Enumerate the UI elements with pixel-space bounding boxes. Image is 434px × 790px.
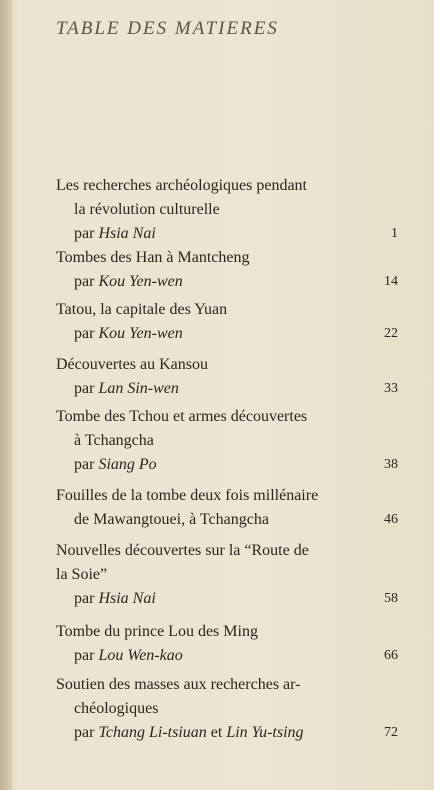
entry-title-line: chéologiques xyxy=(74,700,159,717)
entry-author-line xyxy=(0,587,434,611)
toc-entry xyxy=(0,405,434,477)
par-label: par xyxy=(74,590,95,607)
toc-entry xyxy=(0,174,434,246)
entry-title-line: Soutien des masses aux recherches ar- xyxy=(56,676,301,693)
entry-title-line: la révolution culturelle xyxy=(74,201,220,218)
entry-page-number: 1 xyxy=(391,226,398,241)
par-label: par xyxy=(74,724,95,741)
toc-entry xyxy=(0,484,434,532)
par-label: par xyxy=(74,380,95,397)
entry-title-line: Nouvelles découvertes sur la “Route de xyxy=(56,542,309,559)
entry-title-line xyxy=(0,508,434,532)
entry-page-number: 38 xyxy=(384,457,398,472)
par-label: par xyxy=(74,325,95,342)
par-label: par xyxy=(74,647,95,664)
toc-entry xyxy=(0,246,434,294)
entry-page-number: 58 xyxy=(384,591,398,606)
entry-author: Lou Wen-kao xyxy=(98,647,183,664)
entry-author-2: Lin Yu-tsing xyxy=(226,724,304,741)
entry-page-number: 14 xyxy=(384,274,398,289)
entry-author-line xyxy=(0,644,434,668)
entry-page-number: 22 xyxy=(384,326,398,341)
entry-title-line: la Soie” xyxy=(56,566,108,583)
entry-title-line: Tatou, la capitale des Yuan xyxy=(56,301,228,318)
par-label: par xyxy=(74,273,95,290)
toc-entry xyxy=(0,673,434,745)
toc-entry xyxy=(0,539,434,611)
entry-author: Kou Yen-wen xyxy=(98,273,183,290)
entry-author-line xyxy=(0,270,434,294)
entry-author-line xyxy=(0,322,434,346)
entry-title-text: de Mawangtouei, à Tchangcha xyxy=(74,511,269,528)
toc-entry xyxy=(0,298,434,346)
par-label: par xyxy=(74,456,95,473)
entry-author: Hsia Nai xyxy=(98,225,156,242)
conjunction: et xyxy=(210,724,223,741)
entry-title-line: Tombes des Han à Mantcheng xyxy=(56,249,250,266)
par-label: par xyxy=(74,225,95,242)
entry-author-line xyxy=(0,721,434,745)
entry-title-line: Tombe du prince Lou des Ming xyxy=(56,623,258,640)
entry-title-line: Les recherches archéologiques pendant xyxy=(56,177,307,194)
entry-page-number: 46 xyxy=(384,512,398,527)
entry-author: Siang Po xyxy=(98,456,157,473)
entry-page-number: 33 xyxy=(384,381,398,396)
toc-entry xyxy=(0,353,434,401)
page-title: TABLE DES MATIERES xyxy=(56,18,279,39)
entry-author: Hsia Nai xyxy=(98,590,156,607)
entry-page-number: 66 xyxy=(384,648,398,663)
entry-author-line xyxy=(0,453,434,477)
entry-title-line: Tombe des Tchou et armes découvertes xyxy=(56,408,308,425)
entry-title-line: Découvertes au Kansou xyxy=(56,356,208,373)
entry-title-line: Fouilles de la tombe deux fois millénaire xyxy=(56,487,319,504)
entry-author-line xyxy=(0,222,434,246)
toc-entry xyxy=(0,620,434,668)
entry-title-line: à Tchangcha xyxy=(74,432,154,449)
entry-author: Tchang Li-tsiuan xyxy=(98,724,207,741)
entry-author-line xyxy=(0,377,434,401)
entry-page-number: 72 xyxy=(384,725,398,740)
entry-author: Lan Sin-wen xyxy=(98,380,179,397)
entry-author: Kou Yen-wen xyxy=(98,325,183,342)
